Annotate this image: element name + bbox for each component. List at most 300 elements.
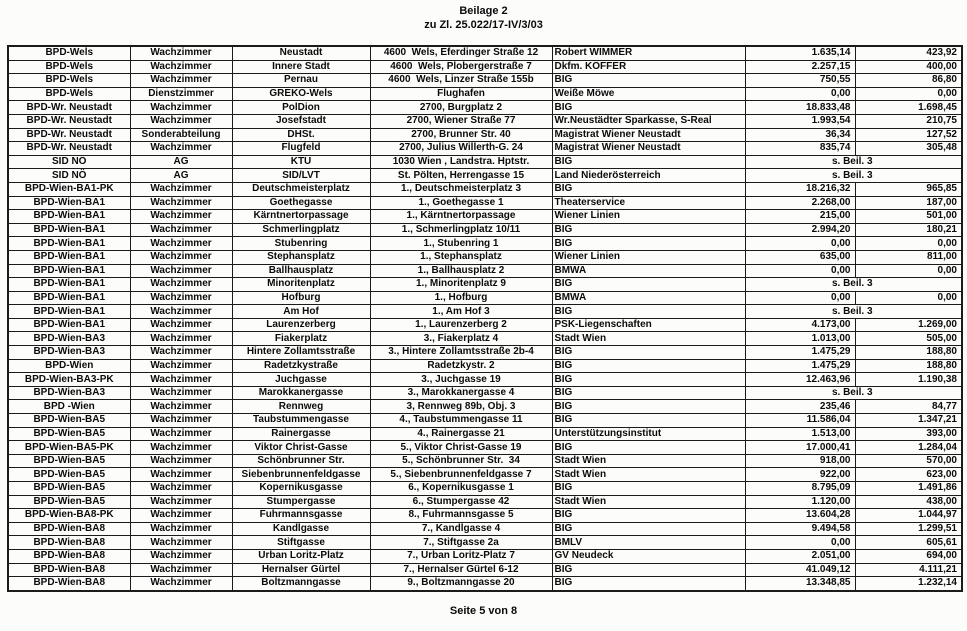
table-cell: 0,00	[855, 264, 962, 278]
table-cell: Robert WIMMER	[552, 46, 745, 60]
table-cell: Kärntnertorpassage	[232, 210, 370, 224]
table-row	[8, 509, 962, 523]
table-cell: Innere Stadt	[232, 60, 370, 74]
table-cell: Urban Loritz-Platz	[232, 549, 370, 563]
table-cell: 1.475,29	[745, 346, 855, 360]
table-cell: Wachzimmer	[130, 509, 232, 523]
table-cell: Kandlgasse	[232, 522, 370, 536]
table-cell: 438,00	[855, 495, 962, 509]
table-cell: 1.475,29	[745, 359, 855, 373]
table-cell: Am Hof	[232, 305, 370, 319]
table-row	[8, 305, 962, 319]
table-cell: 605,61	[855, 536, 962, 550]
table-cell: BPD-Wien-BA3	[8, 346, 130, 360]
table-cell: BPD-Wien-BA8	[8, 549, 130, 563]
table-cell: PolDion	[232, 101, 370, 115]
table-cell: Wachzimmer	[130, 318, 232, 332]
table-cell: Dkfm. KÖFFER	[552, 60, 745, 74]
table-cell: 1., Schmerlingplatz 10/11	[370, 223, 552, 237]
table-cell: BPD-Wien-BA5	[8, 482, 130, 496]
table-cell: Wr.Neustädter Sparkasse, S-Real	[552, 114, 745, 128]
table-cell: BIG	[552, 223, 745, 237]
table-cell: 0,00	[745, 536, 855, 550]
table-cell: 0,00	[745, 264, 855, 278]
table-row	[8, 318, 962, 332]
table-cell: 7., Kandlgasse 4	[370, 522, 552, 536]
table-cell: Viktor Christ-Gasse	[232, 441, 370, 455]
table-cell: BMWA	[552, 264, 745, 278]
table-cell: 7., Urban Loritz-Platz 7	[370, 549, 552, 563]
table-cell: 2.257,15	[745, 60, 855, 74]
table-cell: Hofburg	[232, 291, 370, 305]
table-cell: BPD-Wels	[8, 46, 130, 60]
table-cell: Deutschmeisterplatz	[232, 182, 370, 196]
table-cell: 1., Stubenring 1	[370, 237, 552, 251]
table-cell: Wachzimmer	[130, 237, 232, 251]
table-cell: 188,80	[855, 359, 962, 373]
table-cell: 9.494,58	[745, 522, 855, 536]
table-cell: 86,80	[855, 74, 962, 88]
table-row	[8, 250, 962, 264]
table-cell: Stumpergasse	[232, 495, 370, 509]
table-cell: SID/LVT	[232, 169, 370, 183]
table-cell: Laurenzerberg	[232, 318, 370, 332]
table-cell: Marokkanergasse	[232, 386, 370, 400]
table-row	[8, 128, 962, 142]
table-cell: BPD-Wien-BA1	[8, 250, 130, 264]
table-cell: BPD-Wr. Neustadt	[8, 128, 130, 142]
table-cell: Wachzimmer	[130, 468, 232, 482]
table-cell: 4600 Wels, Plobergerstraße 7	[370, 60, 552, 74]
table-cell: 5., Viktor Christ-Gasse 19	[370, 441, 552, 455]
table-cell: 694,00	[855, 549, 962, 563]
table-cell: 0,00	[855, 291, 962, 305]
table-cell: BIG	[552, 346, 745, 360]
table-cell: 187,00	[855, 196, 962, 210]
table-row	[8, 114, 962, 128]
table-cell: Flughafen	[370, 87, 552, 101]
table-row	[8, 210, 962, 224]
table-cell: 188,80	[855, 346, 962, 360]
table-cell: Wachzimmer	[130, 305, 232, 319]
table-cell: Wachzimmer	[130, 142, 232, 156]
table-cell: Theaterservice	[552, 196, 745, 210]
table-row	[8, 237, 962, 251]
table-cell: 3., Juchgasse 19	[370, 373, 552, 387]
table-cell: 1., Stephansplatz	[370, 250, 552, 264]
table-cell: Stubenring	[232, 237, 370, 251]
table-cell: 1., Hofburg	[370, 291, 552, 305]
table-cell: BIG	[552, 577, 745, 591]
table-cell: 1., Kärntnertorpassage	[370, 210, 552, 224]
table-cell: 5., Schönbrunner Str. 34	[370, 454, 552, 468]
table-cell: s. Beil. 3	[745, 278, 962, 292]
table-cell: BIG	[552, 278, 745, 292]
table-cell: BPD-Wien-BA1	[8, 210, 130, 224]
table-cell: 215,00	[745, 210, 855, 224]
table-cell: Unterstützungsinstitut	[552, 427, 745, 441]
table-cell: Wachzimmer	[130, 482, 232, 496]
table-row	[8, 346, 962, 360]
table-cell: BPD-Wien-BA5	[8, 454, 130, 468]
table-cell: Radetzkystraße	[232, 359, 370, 373]
table-cell: Fuhrmannsgasse	[232, 509, 370, 523]
table-row	[8, 495, 962, 509]
table-cell: 7., Hernalser Gürtel 6-12	[370, 563, 552, 577]
table-cell: 4600 Wels, Eferdinger Straße 12	[370, 46, 552, 60]
table-cell: Hintere Zollamtsstraße	[232, 346, 370, 360]
table-cell: 623,00	[855, 468, 962, 482]
table-cell: 1., Am Hof 3	[370, 305, 552, 319]
table-cell: BPD -Wien	[8, 400, 130, 414]
table-cell: BIG	[552, 400, 745, 414]
table-cell: 0,00	[855, 87, 962, 101]
table-row	[8, 400, 962, 414]
table-cell: Wachzimmer	[130, 250, 232, 264]
table-cell: Wachzimmer	[130, 386, 232, 400]
table-cell: 1., Minoritenplatz 9	[370, 278, 552, 292]
table-cell: BPD-Wien-BA1	[8, 237, 130, 251]
table-row	[8, 414, 962, 428]
table-cell: Dienstzimmer	[130, 87, 232, 101]
table-cell: BPD-Wels	[8, 74, 130, 88]
table-cell: Magistrat Wiener Neustadt	[552, 128, 745, 142]
table-row	[8, 101, 962, 115]
table-row	[8, 549, 962, 563]
table-cell: 1., Goethegasse 1	[370, 196, 552, 210]
table-cell: Land Niederösterreich	[552, 169, 745, 183]
table-cell: Wachzimmer	[130, 373, 232, 387]
table-cell: Wachzimmer	[130, 210, 232, 224]
table-cell: BMLV	[552, 536, 745, 550]
table-cell: 3., Fiakerplatz 4	[370, 332, 552, 346]
table-cell: 1., Laurenzerberg 2	[370, 318, 552, 332]
table-cell: Wachzimmer	[130, 563, 232, 577]
table-body	[8, 46, 962, 591]
table-cell: s. Beil. 3	[745, 155, 962, 169]
table-cell: BIG	[552, 74, 745, 88]
table-cell: Wachzimmer	[130, 60, 232, 74]
table-cell: Wachzimmer	[130, 400, 232, 414]
table-cell: Wachzimmer	[130, 414, 232, 428]
table-row	[8, 264, 962, 278]
reference-number: zu Zl. 25.022/17-IV/3/03	[424, 19, 543, 31]
table-cell: Minoritenplatz	[232, 278, 370, 292]
table-cell: 4.111,21	[855, 563, 962, 577]
table-cell: 1.347,21	[855, 414, 962, 428]
table-cell: BIG	[552, 373, 745, 387]
table-cell: 9., Boltzmanngasse 20	[370, 577, 552, 591]
table-cell: Pernau	[232, 74, 370, 88]
table-cell: 2700, Burgplatz 2	[370, 101, 552, 115]
table-cell: BIG	[552, 414, 745, 428]
table-row	[8, 60, 962, 74]
table-cell: SID NÖ	[8, 169, 130, 183]
table-cell: 918,00	[745, 454, 855, 468]
table-cell: 3., Hintere Zollamtsstraße 2b-4	[370, 346, 552, 360]
table-cell: 400,00	[855, 60, 962, 74]
table-cell: Hernalser Gürtel	[232, 563, 370, 577]
table-cell: Radetzkystr. 2	[370, 359, 552, 373]
table-cell: 18.216,32	[745, 182, 855, 196]
table-cell: Wachzimmer	[130, 278, 232, 292]
table-cell: 6., Kopernikusgasse 1	[370, 482, 552, 496]
table-cell: 6., Stumpergasse 42	[370, 495, 552, 509]
table-cell: 570,00	[855, 454, 962, 468]
table-cell: 210,75	[855, 114, 962, 128]
table-cell: BIG	[552, 101, 745, 115]
table-row	[8, 386, 962, 400]
table-cell: Stephansplatz	[232, 250, 370, 264]
table-cell: KTU	[232, 155, 370, 169]
table-cell: BIG	[552, 522, 745, 536]
table-row	[8, 74, 962, 88]
table-cell: BPD-Wels	[8, 87, 130, 101]
table-cell: 1.013,00	[745, 332, 855, 346]
table-cell: BPD-Wr. Neustadt	[8, 101, 130, 115]
table-cell: 1.635,14	[745, 46, 855, 60]
table-cell: Wachzimmer	[130, 549, 232, 563]
table-cell: 1.269,00	[855, 318, 962, 332]
table-cell: BPD-Wien-BA1-PK	[8, 182, 130, 196]
table-row	[8, 359, 962, 373]
table-cell: 811,00	[855, 250, 962, 264]
table-cell: Wachzimmer	[130, 101, 232, 115]
table-cell: 1030 Wien , Landstra. Hptstr.	[370, 155, 552, 169]
table-cell: 0,00	[855, 237, 962, 251]
table-cell: 36,34	[745, 128, 855, 142]
table-cell: BIG	[552, 482, 745, 496]
table-cell: Wiener Linien	[552, 210, 745, 224]
table-cell: BPD-Wien-BA1	[8, 305, 130, 319]
table-cell: Stadt Wien	[552, 332, 745, 346]
table-row	[8, 522, 962, 536]
table-cell: Wachzimmer	[130, 495, 232, 509]
table-cell: Juchgasse	[232, 373, 370, 387]
table-cell: Rennweg	[232, 400, 370, 414]
table-cell: Wachzimmer	[130, 454, 232, 468]
table-cell: BIG	[552, 237, 745, 251]
table-cell: BIG	[552, 182, 745, 196]
table-cell: Wachzimmer	[130, 577, 232, 591]
table-cell: GV Neudeck	[552, 549, 745, 563]
table-cell: BPD-Wels	[8, 60, 130, 74]
table-cell: Schmerlingplatz	[232, 223, 370, 237]
page-number: Seite 5 von 8	[449, 605, 518, 617]
table-cell: Wiener Linien	[552, 250, 745, 264]
table-cell: 1.513,00	[745, 427, 855, 441]
table-cell: BIG	[552, 441, 745, 455]
table-cell: 2.268,00	[745, 196, 855, 210]
table-cell: Wachzimmer	[130, 114, 232, 128]
table-cell: Kopernikusgasse	[232, 482, 370, 496]
table-cell: 8.795,09	[745, 482, 855, 496]
table-cell: s. Beil. 3	[745, 305, 962, 319]
table-row	[8, 332, 962, 346]
table-cell: BPD-Wien-BA8	[8, 577, 130, 591]
table-cell: 3, Rennweg 89b, Obj. 3	[370, 400, 552, 414]
table-cell: 501,00	[855, 210, 962, 224]
table-cell: 1.120,00	[745, 495, 855, 509]
table-cell: BIG	[552, 386, 745, 400]
table-cell: BPD-Wien-BA5-PK	[8, 441, 130, 455]
table-cell: Wachzimmer	[130, 182, 232, 196]
table-cell: Siebenbrunnenfeldgasse	[232, 468, 370, 482]
table-row	[8, 182, 962, 196]
table-cell: BPD-Wien-BA5	[8, 414, 130, 428]
table-cell: Sonderabteilung	[130, 128, 232, 142]
table-cell: 2700, Brunner Str. 40	[370, 128, 552, 142]
table-cell: Stiftgasse	[232, 536, 370, 550]
table-cell: BPD-Wien	[8, 359, 130, 373]
table-cell: AG	[130, 155, 232, 169]
table-cell: 1.491,86	[855, 482, 962, 496]
table-cell: Schönbrunner Str.	[232, 454, 370, 468]
table-cell: GREKO-Wels	[232, 87, 370, 101]
table-cell: BPD-Wien-BA3-PK	[8, 373, 130, 387]
table-cell: BIG	[552, 509, 745, 523]
table-cell: 1.993,54	[745, 114, 855, 128]
table-cell: Fiakerplatz	[232, 332, 370, 346]
table-cell: DHSt.	[232, 128, 370, 142]
table-cell: 4., Rainergasse 21	[370, 427, 552, 441]
table-cell: 180,21	[855, 223, 962, 237]
table-row	[8, 155, 962, 169]
table-cell: Wachzimmer	[130, 427, 232, 441]
table-cell: Taubstummengasse	[232, 414, 370, 428]
table-cell: BPD-Wien-BA1	[8, 264, 130, 278]
table-cell: 8., Fuhrmannsgasse 5	[370, 509, 552, 523]
table-cell: 0,00	[745, 87, 855, 101]
table-row	[8, 468, 962, 482]
table-cell: Josefstadt	[232, 114, 370, 128]
attachment-title: Beilage 2	[459, 5, 508, 17]
table-row	[8, 169, 962, 183]
table-cell: 1.299,51	[855, 522, 962, 536]
table-cell: BPD-Wien-BA3	[8, 332, 130, 346]
table-cell: 127,52	[855, 128, 962, 142]
document-header	[0, 4, 967, 32]
table-cell: 835,74	[745, 142, 855, 156]
table-cell: BIG	[552, 359, 745, 373]
table-cell: 13.348,85	[745, 577, 855, 591]
table-cell: Wachzimmer	[130, 332, 232, 346]
table-cell: SID NÖ	[8, 155, 130, 169]
table-row	[8, 373, 962, 387]
table-cell: 2.051,00	[745, 549, 855, 563]
table-cell: BPD-Wien-BA1	[8, 291, 130, 305]
table-cell: 0,00	[745, 291, 855, 305]
table-cell: s. Beil. 3	[745, 169, 962, 183]
table-cell: BIG	[552, 563, 745, 577]
table-row	[8, 563, 962, 577]
table-cell: BIG	[552, 155, 745, 169]
table-cell: Weiße Möwe	[552, 87, 745, 101]
facilities-table	[7, 45, 963, 592]
table-cell: 1., Ballhausplatz 2	[370, 264, 552, 278]
table-cell: 3., Marokkanergasse 4	[370, 386, 552, 400]
table-cell: 5., Siebenbrunnenfeldgasse 7	[370, 468, 552, 482]
table-cell: St. Pölten, Herrengasse 15	[370, 169, 552, 183]
table-cell: BPD-Wien-BA8	[8, 536, 130, 550]
table-cell: BPD-Wien-BA5	[8, 427, 130, 441]
table-cell: 635,00	[745, 250, 855, 264]
table-cell: 2700, Wiener Straße 77	[370, 114, 552, 128]
table-cell: 13.604,28	[745, 509, 855, 523]
table-cell: Wachzimmer	[130, 46, 232, 60]
table-row	[8, 482, 962, 496]
table-cell: 7., Stiftgasse 2a	[370, 536, 552, 550]
table-row	[8, 441, 962, 455]
table-cell: 2700, Julius Willerth-G. 24	[370, 142, 552, 156]
table-cell: BPD-Wien-BA8	[8, 522, 130, 536]
table-cell: BPD-Wien-BA3	[8, 386, 130, 400]
table-row	[8, 454, 962, 468]
table-cell: BPD-Wien-BA5	[8, 468, 130, 482]
table-cell: 305,48	[855, 142, 962, 156]
table-cell: Flugfeld	[232, 142, 370, 156]
table-cell: 1.698,45	[855, 101, 962, 115]
table-cell: BPD-Wien-BA1	[8, 196, 130, 210]
table-cell: Wachzimmer	[130, 441, 232, 455]
table-cell: Boltzmanngasse	[232, 577, 370, 591]
table-cell: BPD-Wien-BA1	[8, 278, 130, 292]
table-cell: 18.833,48	[745, 101, 855, 115]
table-cell: BPD-Wr. Neustadt	[8, 114, 130, 128]
table-cell: 4., Taubstummengasse 11	[370, 414, 552, 428]
table-cell: Wachzimmer	[130, 264, 232, 278]
table-cell: 1.044,97	[855, 509, 962, 523]
table-cell: Wachzimmer	[130, 196, 232, 210]
table-cell: 1.284,04	[855, 441, 962, 455]
table-cell: Rainergasse	[232, 427, 370, 441]
table-cell: Ballhausplatz	[232, 264, 370, 278]
table-cell: Stadt Wien	[552, 495, 745, 509]
table-cell: Wachzimmer	[130, 536, 232, 550]
table-cell: BPD-Wr. Neustadt	[8, 142, 130, 156]
table-cell: 1.190,38	[855, 373, 962, 387]
table-cell: BPD-Wien-BA8	[8, 563, 130, 577]
table-cell: Goethegasse	[232, 196, 370, 210]
table-cell: Neustadt	[232, 46, 370, 60]
table-cell: 393,00	[855, 427, 962, 441]
table-cell: 4600 Wels, Linzer Straße 155b	[370, 74, 552, 88]
table-row	[8, 87, 962, 101]
table-cell: Wachzimmer	[130, 223, 232, 237]
table-cell: 17.000,41	[745, 441, 855, 455]
table-cell: 922,00	[745, 468, 855, 482]
table-cell: 1.232,14	[855, 577, 962, 591]
table-row	[8, 427, 962, 441]
table-cell: PSK-Liegenschaften	[552, 318, 745, 332]
table-cell: 0,00	[745, 237, 855, 251]
table-cell: 423,92	[855, 46, 962, 60]
table-row	[8, 536, 962, 550]
table-row	[8, 46, 962, 60]
table-row	[8, 223, 962, 237]
table-row	[8, 278, 962, 292]
table-row	[8, 577, 962, 591]
table-cell: Wachzimmer	[130, 74, 232, 88]
table-cell: 41.049,12	[745, 563, 855, 577]
table-cell: s. Beil. 3	[745, 386, 962, 400]
table-cell: BPD-Wien-BA1	[8, 223, 130, 237]
table-cell: Wachzimmer	[130, 522, 232, 536]
table-row	[8, 196, 962, 210]
table-cell: BMWA	[552, 291, 745, 305]
table-cell: 1., Deutschmeisterplatz 3	[370, 182, 552, 196]
table-cell: Stadt Wien	[552, 454, 745, 468]
